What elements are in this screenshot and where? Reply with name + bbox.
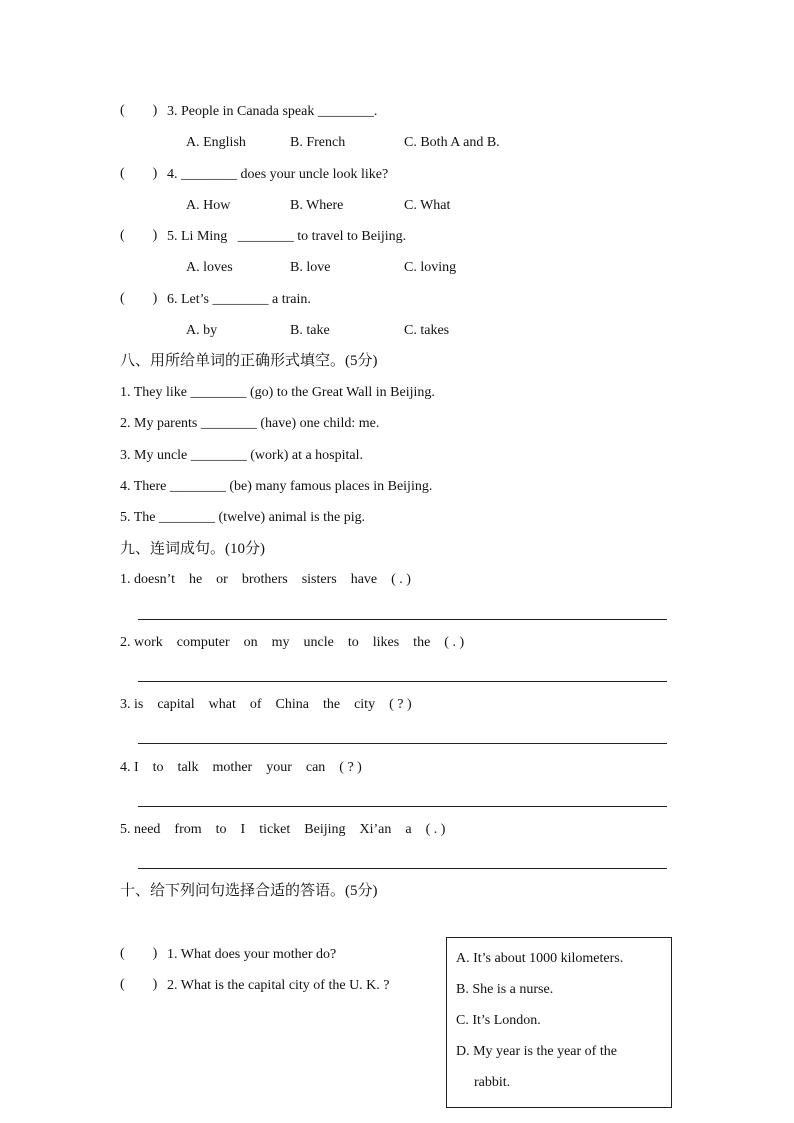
fill-item[interactable]: 2. My parents ________ (have) one child: me. bbox=[120, 416, 380, 431]
option-a: A. How bbox=[186, 198, 231, 213]
answer-line[interactable] bbox=[138, 868, 667, 869]
fill-item[interactable]: 1. They like ________ (go) to the Great Wall in Beijing. bbox=[120, 385, 435, 400]
answer-line[interactable] bbox=[138, 806, 667, 807]
word-list: 1. doesn’t he or brothers sisters have ( . ) bbox=[120, 572, 411, 587]
answer-line[interactable] bbox=[138, 619, 667, 620]
word-list: 3. is capital what of China the city ( ? ) bbox=[120, 697, 412, 712]
answer-bracket[interactable]: ( ) bbox=[120, 977, 158, 992]
question-text: 2. What is the capital city of the U. K. ? bbox=[167, 978, 390, 993]
option-b: B. Where bbox=[290, 198, 344, 213]
option-a: A. English bbox=[186, 135, 246, 150]
option-c: C. Both A and B. bbox=[404, 135, 500, 150]
answer-line[interactable] bbox=[138, 743, 667, 744]
answer-bracket[interactable]: ( ) bbox=[120, 291, 158, 306]
fill-item[interactable]: 4. There ________ (be) many famous places in Beijing. bbox=[120, 479, 433, 494]
question-text: 1. What does your mother do? bbox=[167, 947, 337, 962]
answer-line[interactable] bbox=[138, 681, 667, 682]
option-c: C. What bbox=[404, 198, 451, 213]
option-c: C. loving bbox=[404, 260, 457, 275]
answer-bracket[interactable]: ( ) bbox=[120, 103, 158, 118]
answer-option: D. My year is the year of the bbox=[456, 1044, 617, 1059]
section-title: 十、给下列问句选择合适的答语。(5分) bbox=[120, 883, 378, 899]
question-stem: 5. Li Ming ________ to travel to Beijing. bbox=[167, 229, 407, 244]
fill-item[interactable]: 5. The ________ (twelve) animal is the pig. bbox=[120, 510, 366, 525]
answer-option: C. It’s London. bbox=[456, 1013, 541, 1028]
question-stem: 4. ________ does your uncle look like? bbox=[167, 167, 389, 182]
option-a: A. loves bbox=[186, 260, 233, 275]
fill-item[interactable]: 3. My uncle ________ (work) at a hospital. bbox=[120, 448, 364, 463]
answer-bracket[interactable]: ( ) bbox=[120, 166, 158, 181]
answer-options-box bbox=[446, 937, 672, 1108]
option-b: B. love bbox=[290, 260, 331, 275]
option-c: C. takes bbox=[404, 323, 450, 338]
answer-option: A. It’s about 1000 kilometers. bbox=[456, 951, 624, 966]
option-b: B. French bbox=[290, 135, 346, 150]
option-b: B. take bbox=[290, 323, 330, 338]
answer-bracket[interactable]: ( ) bbox=[120, 946, 158, 961]
word-list: 2. work computer on my uncle to likes the ( . ) bbox=[120, 635, 465, 650]
option-a: A. by bbox=[186, 323, 218, 338]
question-stem: 6. Let’s ________ a train. bbox=[167, 292, 311, 307]
answer-option: B. She is a nurse. bbox=[456, 982, 554, 997]
answer-option-continued: rabbit. bbox=[474, 1075, 511, 1090]
question-stem: 3. People in Canada speak ________. bbox=[167, 104, 378, 119]
word-list: 4. I to talk mother your can ( ? ) bbox=[120, 760, 362, 775]
section-title: 九、连词成句。(10分) bbox=[120, 541, 265, 557]
answer-bracket[interactable]: ( ) bbox=[120, 228, 158, 243]
word-list: 5. need from to I ticket Beijing Xi’an a ( . ) bbox=[120, 822, 446, 837]
section-title: 八、用所给单词的正确形式填空。(5分) bbox=[120, 353, 378, 369]
